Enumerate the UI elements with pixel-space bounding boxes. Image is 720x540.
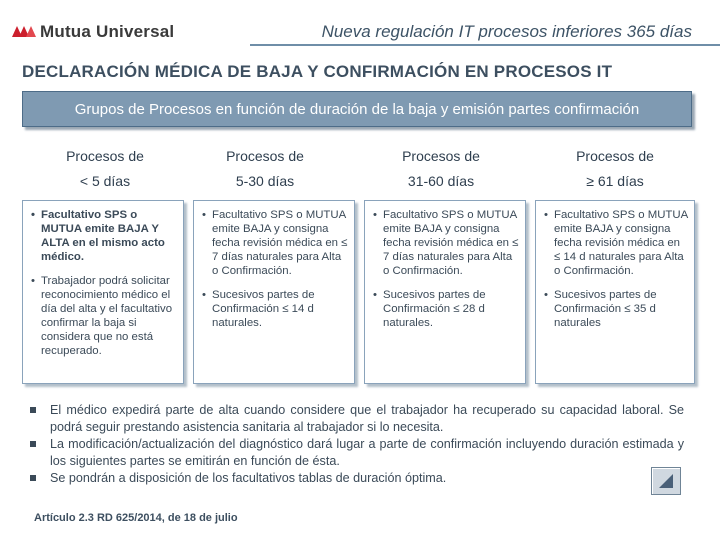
- column-heading-gte61: [530, 144, 700, 194]
- logo-text: Mutua Universal: [40, 22, 175, 41]
- page-title: DECLARACIÓN MÉDICA DE BAJA Y CONFIRMACIÓN EN PROCESOS IT: [22, 62, 613, 81]
- list-item: • Facultativo SPS o MUTUA emite BAJA y consigna fecha revisión médica en ≤ 7 días naturales para Alta o Confirmación.: [371, 208, 519, 278]
- back-to-menu-button[interactable]: [651, 467, 681, 495]
- column-heading-line2: 31-60 días: [407, 173, 475, 189]
- column-heading-line1: Procesos de: [576, 148, 654, 164]
- list-item: • Sucesivos partes de Confirmación ≤ 28 d naturales.: [371, 288, 519, 330]
- mutua-logo-icon: [12, 24, 34, 40]
- column-box-5-30: [193, 200, 355, 384]
- note-item: Se pondrán a disposición de los facultativos tablas de duración óptima.: [30, 470, 684, 487]
- list-item: • Facultativo SPS o MUTUA emite BAJA y consigna fecha revisión médica en ≤ 14 d naturales para Alta o Confirmación.: [542, 208, 688, 278]
- column-heading-line1: Procesos de: [66, 148, 144, 164]
- list-item: • Trabajador podrá solicitar reconocimiento médico el día del alta y el facultativo confirmar la baja si considera que no está recuperado.: [29, 274, 177, 358]
- list-item: • Facultativo SPS o MUTUA emite BAJA Y ALTA en el mismo acto médico.: [29, 208, 177, 264]
- note-item: La modificación/actualización del diagnóstico dará lugar a parte de confirmación incluyendo duración estimada y los siguientes partes se emitirán en función de ésta.: [30, 436, 684, 470]
- column-heading-31-60: [356, 144, 526, 194]
- notes-list: [30, 402, 684, 487]
- back-to-menu-icon: [657, 472, 675, 490]
- column-heading-lt5: [20, 144, 190, 194]
- column-heading-line2: 5-30 días: [235, 173, 295, 189]
- note-item: El médico expedirá parte de alta cuando considere que el trabajador ha recuperado su capacidad laboral. Se podrá seguir prestando asistencia sanitaria al trabajador si lo necesita.: [30, 402, 684, 436]
- column-heading-line2: < 5 días: [79, 173, 131, 189]
- banner-text: Grupos de Procesos en función de duración de la baja y emisión partes confirmación: [74, 100, 640, 118]
- list-item: • Facultativo SPS o MUTUA emite BAJA y consigna fecha revisión médica en ≤ 7 días naturales para Alta o Confirmación.: [200, 208, 348, 278]
- column-box-lt5: [22, 200, 184, 384]
- logo: [12, 22, 174, 42]
- column-box-31-60: [364, 200, 526, 384]
- list-item: • Sucesivos partes de Confirmación ≤ 14 d naturales.: [200, 288, 348, 330]
- column-box-gte61: [535, 200, 695, 384]
- list-item: • Sucesivos partes de Confirmación ≤ 35 d naturales: [542, 288, 688, 330]
- header-divider: [250, 44, 720, 46]
- column-heading-line1: Procesos de: [226, 148, 304, 164]
- legal-reference: Artículo 2.3 RD 625/2014, de 18 de julio: [34, 512, 238, 524]
- header-title: Nueva regulación IT procesos inferiores 365 días: [321, 22, 692, 41]
- column-heading-5-30: [180, 144, 350, 194]
- column-heading-line1: Procesos de: [402, 148, 480, 164]
- groups-banner: [22, 91, 692, 127]
- column-heading-line2: ≥ 61 días: [586, 173, 644, 189]
